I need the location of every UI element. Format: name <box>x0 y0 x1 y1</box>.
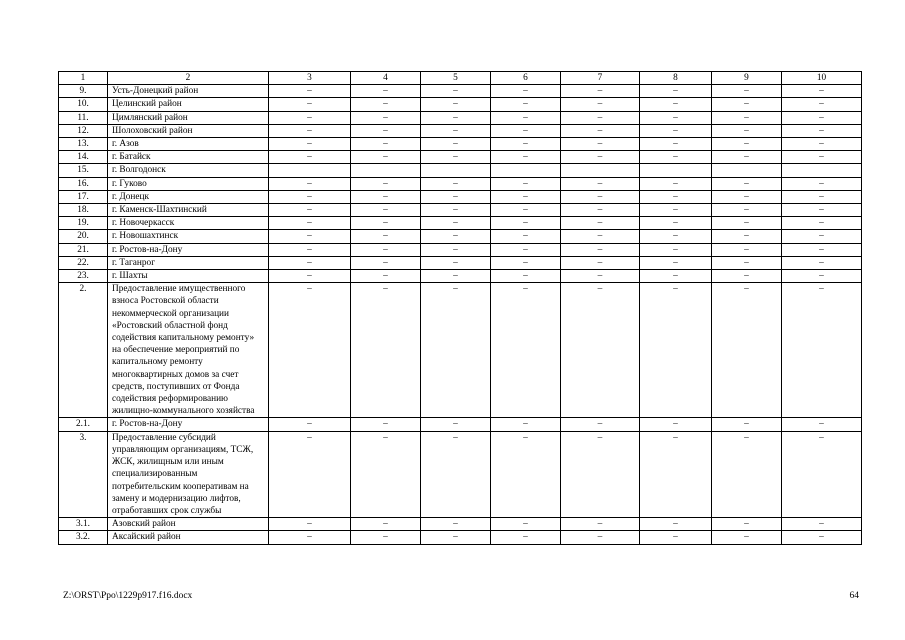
value-cell: – <box>782 124 862 137</box>
header-row <box>59 72 862 85</box>
value-cell: – <box>712 98 782 111</box>
value-cell: – <box>421 111 491 124</box>
value-cell: – <box>782 111 862 124</box>
value-cell: – <box>712 518 782 531</box>
row-name: Шолоховский район <box>108 124 269 137</box>
value-cell: – <box>782 204 862 217</box>
value-cell: – <box>351 283 421 418</box>
value-cell: – <box>712 151 782 164</box>
table-row <box>59 124 862 137</box>
table-row <box>59 243 862 256</box>
value-cell: – <box>712 85 782 98</box>
value-cell: – <box>491 283 561 418</box>
value-cell: – <box>640 243 712 256</box>
value-cell: – <box>351 518 421 531</box>
value-cell: – <box>561 531 640 544</box>
value-cell: – <box>491 270 561 283</box>
value-cell: – <box>782 431 862 517</box>
value-cell: – <box>421 431 491 517</box>
value-cell: – <box>351 531 421 544</box>
value-cell: – <box>421 190 491 203</box>
row-name: г. Каменск-Шахтинский <box>108 204 269 217</box>
value-cell: – <box>269 217 351 230</box>
row-name: Аксайский район <box>108 531 269 544</box>
value-cell: – <box>782 270 862 283</box>
row-number: 19. <box>59 217 108 230</box>
value-cell: – <box>782 518 862 531</box>
value-cell: – <box>421 531 491 544</box>
value-cell: – <box>640 124 712 137</box>
value-cell: – <box>782 138 862 151</box>
value-cell: – <box>269 256 351 269</box>
header-cell: 8 <box>640 72 712 85</box>
value-cell: – <box>561 190 640 203</box>
value-cell: – <box>269 85 351 98</box>
value-cell: – <box>640 85 712 98</box>
value-cell: – <box>640 418 712 431</box>
value-cell: – <box>491 531 561 544</box>
value-cell: – <box>561 111 640 124</box>
value-cell: – <box>491 111 561 124</box>
value-cell: – <box>421 138 491 151</box>
value-cell: – <box>640 111 712 124</box>
value-cell: – <box>712 230 782 243</box>
value-cell: – <box>782 256 862 269</box>
table-row <box>59 85 862 98</box>
value-cell: – <box>640 230 712 243</box>
table-row <box>59 111 862 124</box>
value-cell: – <box>640 531 712 544</box>
row-name: г. Ростов-на-Дону <box>108 243 269 256</box>
row-name: Предоставление имущественного взноса Ростовской области некоммерческой организации «Ростовский областной фонд содействия капитальному ремонту» на обеспечение мероприятий по капитальному ремонту многоквартирных домов за счет средств, поступивших от Фонда содействия реформированию жилищно-коммунального хозяйства <box>108 283 269 418</box>
value-cell: – <box>782 243 862 256</box>
value-cell <box>640 164 712 177</box>
row-number: 22. <box>59 256 108 269</box>
value-cell: – <box>712 531 782 544</box>
value-cell: – <box>421 177 491 190</box>
value-cell: – <box>421 418 491 431</box>
value-cell: – <box>640 283 712 418</box>
value-cell: – <box>640 190 712 203</box>
value-cell: – <box>561 124 640 137</box>
value-cell: – <box>269 98 351 111</box>
value-cell: – <box>712 243 782 256</box>
value-cell: – <box>561 230 640 243</box>
row-number: 10. <box>59 98 108 111</box>
value-cell: – <box>491 418 561 431</box>
table-row <box>59 98 862 111</box>
row-number: 13. <box>59 138 108 151</box>
value-cell: – <box>421 270 491 283</box>
row-number: 3.2. <box>59 531 108 544</box>
header-cell: 2 <box>108 72 269 85</box>
value-cell: – <box>561 283 640 418</box>
row-name: г. Новочеркасск <box>108 217 269 230</box>
value-cell: – <box>561 85 640 98</box>
value-cell: – <box>712 177 782 190</box>
value-cell: – <box>640 204 712 217</box>
value-cell: – <box>421 151 491 164</box>
row-name: г. Гуково <box>108 177 269 190</box>
value-cell: – <box>421 283 491 418</box>
row-number: 12. <box>59 124 108 137</box>
value-cell <box>712 164 782 177</box>
row-number: 21. <box>59 243 108 256</box>
row-name: г. Батайск <box>108 151 269 164</box>
value-cell: – <box>491 124 561 137</box>
value-cell: – <box>491 177 561 190</box>
value-cell: – <box>491 85 561 98</box>
table-row <box>59 418 862 431</box>
value-cell: – <box>782 190 862 203</box>
value-cell: – <box>640 256 712 269</box>
value-cell: – <box>712 217 782 230</box>
row-name: г. Донецк <box>108 190 269 203</box>
value-cell: – <box>712 138 782 151</box>
value-cell: – <box>269 431 351 517</box>
value-cell: – <box>269 230 351 243</box>
table-row <box>59 204 862 217</box>
row-number: 16. <box>59 177 108 190</box>
row-name: г. Волгодонск <box>108 164 269 177</box>
value-cell: – <box>561 270 640 283</box>
value-cell: – <box>421 85 491 98</box>
value-cell: – <box>421 256 491 269</box>
value-cell: – <box>351 85 421 98</box>
value-cell: – <box>421 518 491 531</box>
value-cell: – <box>561 217 640 230</box>
value-cell: – <box>712 283 782 418</box>
value-cell: – <box>269 518 351 531</box>
table-row <box>59 256 862 269</box>
value-cell: – <box>269 204 351 217</box>
row-number: 2.1. <box>59 418 108 431</box>
value-cell: – <box>351 111 421 124</box>
value-cell: – <box>561 177 640 190</box>
file-path: Z:\ORST\Ppo\1229p917.f16.docx <box>63 591 193 601</box>
row-name: г. Шахты <box>108 270 269 283</box>
row-number: 15. <box>59 164 108 177</box>
value-cell: – <box>782 151 862 164</box>
value-cell: – <box>640 151 712 164</box>
value-cell: – <box>491 190 561 203</box>
header-cell: 6 <box>491 72 561 85</box>
value-cell: – <box>351 230 421 243</box>
value-cell: – <box>640 217 712 230</box>
value-cell: – <box>561 204 640 217</box>
value-cell: – <box>421 243 491 256</box>
value-cell: – <box>269 418 351 431</box>
header-cell: 4 <box>351 72 421 85</box>
value-cell <box>421 164 491 177</box>
value-cell: – <box>712 418 782 431</box>
table-row <box>59 138 862 151</box>
value-cell: – <box>640 177 712 190</box>
value-cell: – <box>561 243 640 256</box>
value-cell: – <box>351 124 421 137</box>
value-cell <box>269 164 351 177</box>
value-cell: – <box>561 138 640 151</box>
value-cell: – <box>782 85 862 98</box>
row-number: 3.1. <box>59 518 108 531</box>
value-cell: – <box>712 256 782 269</box>
value-cell: – <box>782 418 862 431</box>
value-cell: – <box>491 138 561 151</box>
value-cell: – <box>561 256 640 269</box>
row-name: Предоставление субсидий управляющим организациям, ТСЖ, ЖСК, жилищным или иным специализированным потребительским кооперативам на замену и модернизацию лифтов, отработавших срок службы <box>108 431 269 517</box>
row-name: г. Новошахтинск <box>108 230 269 243</box>
value-cell: – <box>561 431 640 517</box>
table-row <box>59 217 862 230</box>
value-cell: – <box>491 243 561 256</box>
value-cell: – <box>712 204 782 217</box>
row-name: Азовский район <box>108 518 269 531</box>
value-cell: – <box>782 230 862 243</box>
value-cell: – <box>269 190 351 203</box>
value-cell: – <box>351 243 421 256</box>
header-cell: 7 <box>561 72 640 85</box>
row-number: 23. <box>59 270 108 283</box>
value-cell: – <box>491 431 561 517</box>
table-row <box>59 151 862 164</box>
value-cell: – <box>782 531 862 544</box>
header-cell: 5 <box>421 72 491 85</box>
row-name: г. Ростов-на-Дону <box>108 418 269 431</box>
table-body <box>59 72 862 545</box>
value-cell: – <box>712 431 782 517</box>
table-row <box>59 531 862 544</box>
header-cell: 1 <box>59 72 108 85</box>
value-cell: – <box>640 431 712 517</box>
value-cell: – <box>782 283 862 418</box>
value-cell: – <box>782 98 862 111</box>
header-cell: 10 <box>782 72 862 85</box>
table-row <box>59 230 862 243</box>
value-cell: – <box>269 283 351 418</box>
table-row <box>59 177 862 190</box>
row-name: Усть-Донецкий район <box>108 85 269 98</box>
value-cell: – <box>351 270 421 283</box>
value-cell: – <box>421 204 491 217</box>
value-cell: – <box>561 151 640 164</box>
header-cell: 9 <box>712 72 782 85</box>
table-row <box>59 190 862 203</box>
value-cell: – <box>491 98 561 111</box>
value-cell: – <box>561 418 640 431</box>
value-cell: – <box>712 124 782 137</box>
value-cell: – <box>640 270 712 283</box>
value-cell: – <box>640 98 712 111</box>
value-cell: – <box>491 518 561 531</box>
row-number: 18. <box>59 204 108 217</box>
value-cell <box>491 164 561 177</box>
value-cell: – <box>269 243 351 256</box>
value-cell: – <box>351 98 421 111</box>
value-cell: – <box>712 270 782 283</box>
value-cell: – <box>421 217 491 230</box>
row-name: г. Азов <box>108 138 269 151</box>
value-cell: – <box>782 177 862 190</box>
value-cell: – <box>712 190 782 203</box>
value-cell: – <box>640 518 712 531</box>
row-number: 17. <box>59 190 108 203</box>
value-cell: – <box>351 256 421 269</box>
value-cell: – <box>269 177 351 190</box>
value-cell: – <box>269 124 351 137</box>
value-cell: – <box>491 204 561 217</box>
header-cell: 3 <box>269 72 351 85</box>
value-cell: – <box>269 111 351 124</box>
value-cell: – <box>351 418 421 431</box>
value-cell: – <box>351 217 421 230</box>
value-cell: – <box>269 531 351 544</box>
table-row <box>59 518 862 531</box>
row-number: 2. <box>59 283 108 418</box>
value-cell: – <box>561 98 640 111</box>
data-table <box>58 71 862 545</box>
value-cell: – <box>421 124 491 137</box>
row-name: г. Таганрог <box>108 256 269 269</box>
value-cell <box>351 164 421 177</box>
value-cell: – <box>491 230 561 243</box>
value-cell: – <box>269 138 351 151</box>
row-name: Цимлянский район <box>108 111 269 124</box>
value-cell: – <box>351 190 421 203</box>
row-number: 9. <box>59 85 108 98</box>
table-row <box>59 270 862 283</box>
value-cell: – <box>269 270 351 283</box>
table-row <box>59 431 862 517</box>
value-cell: – <box>712 111 782 124</box>
value-cell: – <box>491 217 561 230</box>
value-cell: – <box>782 217 862 230</box>
value-cell <box>782 164 862 177</box>
value-cell: – <box>561 518 640 531</box>
value-cell: – <box>351 138 421 151</box>
value-cell: – <box>351 204 421 217</box>
table-row <box>59 283 862 418</box>
value-cell: – <box>269 151 351 164</box>
row-number: 11. <box>59 111 108 124</box>
value-cell: – <box>491 256 561 269</box>
value-cell: – <box>351 431 421 517</box>
value-cell: – <box>421 98 491 111</box>
value-cell: – <box>421 230 491 243</box>
value-cell <box>561 164 640 177</box>
table-row <box>59 164 862 177</box>
value-cell: – <box>491 151 561 164</box>
row-name: Целинский район <box>108 98 269 111</box>
value-cell: – <box>351 151 421 164</box>
row-number: 14. <box>59 151 108 164</box>
value-cell: – <box>640 138 712 151</box>
row-number: 3. <box>59 431 108 517</box>
row-number: 20. <box>59 230 108 243</box>
page-number: 64 <box>849 591 859 601</box>
value-cell: – <box>351 177 421 190</box>
